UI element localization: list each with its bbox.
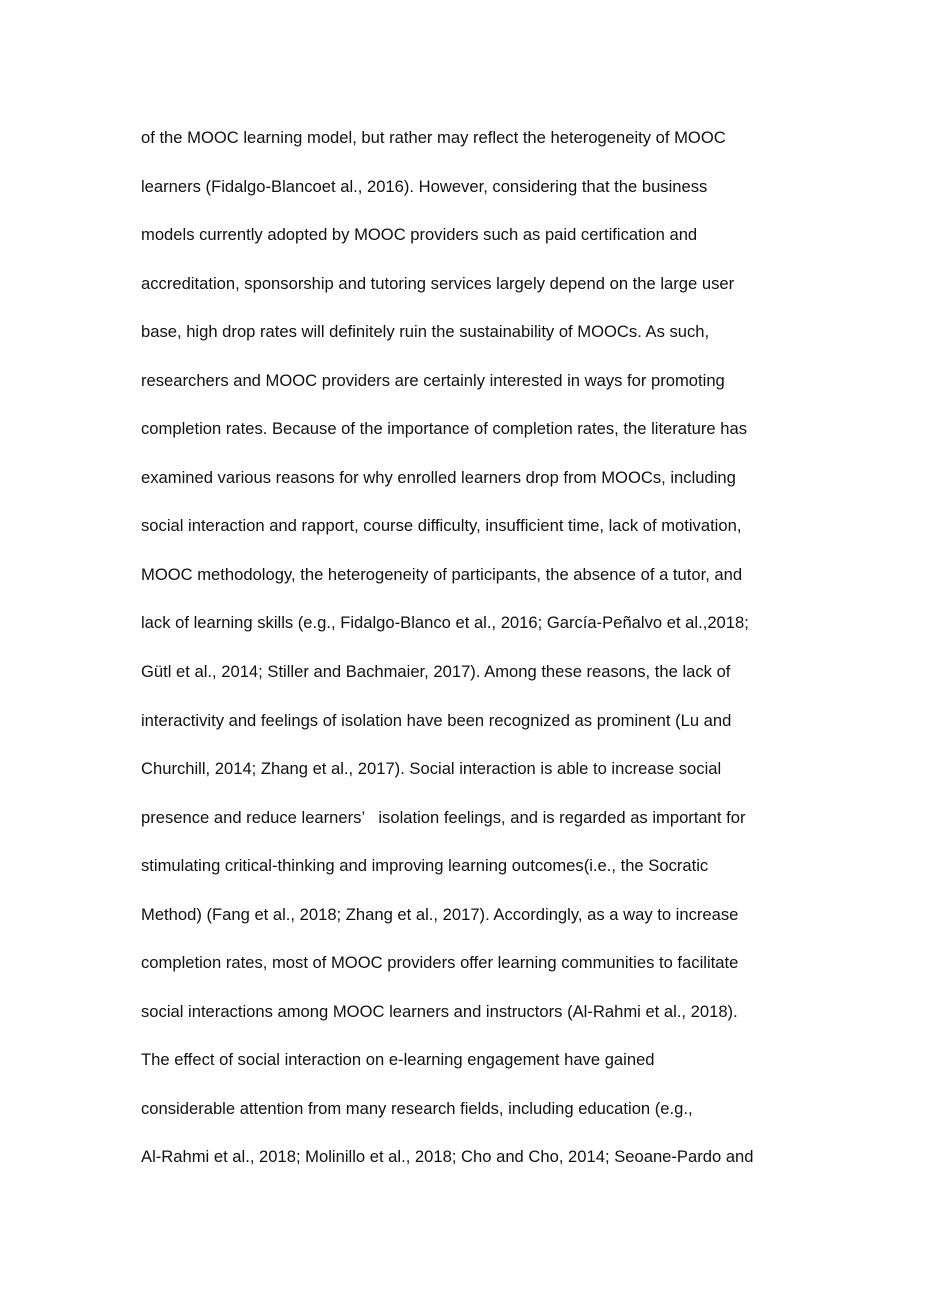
text-line: The effect of social interaction on e-learning engagement have gained bbox=[141, 1050, 655, 1070]
text-line: completion rates, most of MOOC providers offer learning communities to facilitate bbox=[141, 953, 739, 973]
text-line: base, high drop rates will definitely ruin the sustainability of MOOCs. As such, bbox=[141, 322, 710, 342]
text-line: presence and reduce learners’ isolation feelings, and is regarded as important for bbox=[141, 807, 746, 827]
text-line: learners (Fidalgo-Blancoet al., 2016). However, considering that the business bbox=[141, 176, 708, 196]
text-line: of the MOOC learning model, but rather may reflect the heterogeneity of MOOC bbox=[141, 128, 726, 147]
body-paragraph bbox=[141, 126, 754, 1194]
text-line: researchers and MOOC providers are certainly interested in ways for promoting bbox=[141, 370, 725, 390]
text-line: MOOC methodology, the heterogeneity of participants, the absence of a tutor, and bbox=[141, 564, 743, 584]
text-line: examined various reasons for why enrolled learners drop from MOOCs, including bbox=[141, 467, 736, 487]
text-line: Method) (Fang et al., 2018; Zhang et al., 2017). Accordingly, as a way to increase bbox=[141, 904, 739, 924]
text-line: Al-Rahmi et al., 2018; Molinillo et al., 2018; Cho and Cho, 2014; Seoane-Pardo and bbox=[141, 1147, 754, 1167]
text-line: social interactions among MOOC learners and instructors (Al-Rahmi et al., 2018). bbox=[141, 1001, 738, 1021]
text-line: lack of learning skills (e.g., Fidalgo-Blanco et al., 2016; García-Peñalvo et al.,2018; bbox=[141, 613, 749, 633]
text-line: stimulating critical-thinking and improving learning outcomes(i.e., the Socratic bbox=[141, 856, 709, 876]
text-line: considerable attention from many research fields, including education (e.g., bbox=[141, 1098, 693, 1118]
text-line: models currently adopted by MOOC providers such as paid certification and bbox=[141, 225, 698, 245]
text-line: Churchill, 2014; Zhang et al., 2017). Social interaction is able to increase social bbox=[141, 759, 722, 779]
text-line: completion rates. Because of the importance of completion rates, the literature has bbox=[141, 419, 747, 439]
text-line: interactivity and feelings of isolation have been recognized as prominent (Lu and bbox=[141, 710, 732, 730]
text-line: Gütl et al., 2014; Stiller and Bachmaier, 2017). Among these reasons, the lack of bbox=[141, 662, 731, 682]
text-line: accreditation, sponsorship and tutoring services largely depend on the large user bbox=[141, 273, 735, 293]
text-line: social interaction and rapport, course difficulty, insufficient time, lack of motivation, bbox=[141, 516, 742, 536]
